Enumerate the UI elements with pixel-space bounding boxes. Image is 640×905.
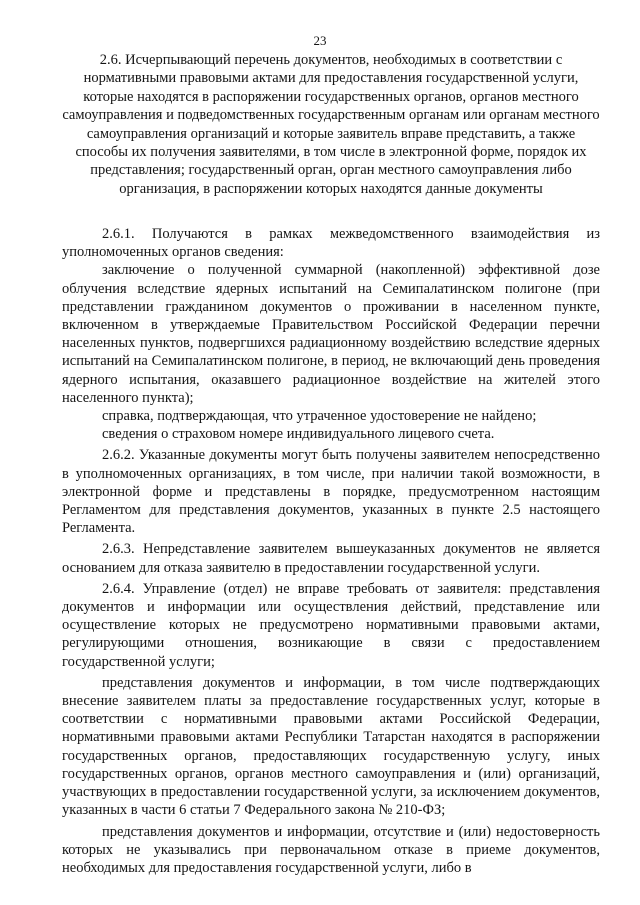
section-heading: 2.6. Исчерпывающий перечень документов, необходимых в соответствии с нормативными правовыми актами для предоставления государственной услуги, которые находятся в распоряжении государственных органов, органов местного самоуправления и подведомственных государственным органам или органам местного самоуправления организаций и которые заявитель вправе представить, а также способы их получения заявителями, в том числе в электронной форме, порядок их представления; государственный орган, орган местного самоуправления либо организация, в распоряжении которых находятся данные документы bbox=[62, 52, 600, 197]
paragraph-insurance-number: сведения о страховом номере индивидуального лицевого счета. bbox=[102, 426, 495, 443]
paragraph-2-6-2: 2.6.2. Указанные документы могут быть получены заявителем непосредственно в уполномоченных организациях, в том числе, при наличии такой возможности, в электронной форме и представлены в порядке, предусмотренном настоящим Регламентом для представления документов, указанных в пункте 2.5 настоящего Регламента. bbox=[62, 447, 600, 537]
page-number: 23 bbox=[313, 33, 327, 48]
paragraph-documents-information: представления документов и информации, в том числе подтверждающих внесение заявителем платы за предоставление государственных услуг, которые в соответствии с нормативными правовыми актами Российской Федерации, нормативными правовыми актами Республики Татарстан находятся в распоряжении государственных органов, предоставляющих государственную услугу, иных государственных органов, органов местного самоуправления и (или) организаций, участвующих в предоставлении государственной услуги, за исключением документов, указанных в части 6 статьи 7 Федерального закона № 210-ФЗ; bbox=[62, 674, 600, 819]
paragraph-dose-conclusion: заключение о полученной суммарной (накопленной) эффективной дозе облучения вследствие ядерных испытаний на Семипалатинском полигоне (при представлении гражданином документов о проживании в населенном пункте, включенном в утверждаемые Правительством Российской Федерации перечни населенных пунктов, подвергшихся радиационному воздействию вследствие ядерных испытаний на Семипалатинском полигоне, в период, не включающий день проведения ядерного испытания, оказавшего радиационное воздействие на жителей этого населенного пункта); bbox=[62, 262, 600, 406]
paragraph-2-6-4: 2.6.4. Управление (отдел) не вправе требовать от заявителя: представления документов и информации или осуществления действий, представление или осуществление которых не предусмотрено нормативными правовыми актами, регулирующими отношения, возникающие в связи с предоставлением государственной услуги; bbox=[62, 580, 600, 670]
paragraph-2-6-3: 2.6.3. Непредставление заявителем вышеуказанных документов не является основанием для отказа заявителю в предоставлении государственной услуги. bbox=[62, 541, 600, 576]
paragraph-2-6-1: 2.6.1. Получаются в рамках межведомственного взаимодействия из уполномоченных органов сведения: bbox=[62, 226, 600, 261]
paragraph-documents-absence: представления документов и информации, отсутствие и (или) недостоверность которых не указывались при первоначальном отказе в приеме документов, необходимых для предоставления государственной услуги, либо в bbox=[62, 823, 600, 876]
paragraph-lost-certificate: справка, подтверждающая, что утраченное удостоверение не найдено; bbox=[102, 408, 537, 425]
section-body bbox=[62, 225, 600, 877]
